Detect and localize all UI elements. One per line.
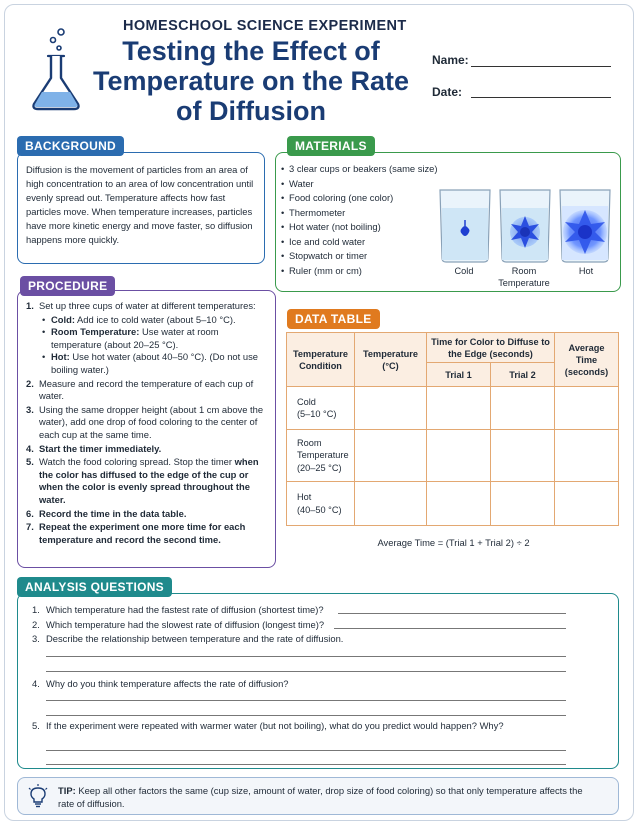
list-item: • 3 clear cups or beakers (same size) — [281, 162, 438, 177]
list-item: • Thermometer — [281, 206, 438, 221]
answer-line-3b[interactable] — [46, 671, 566, 672]
analysis-heading: ANALYSIS QUESTIONS — [17, 577, 172, 597]
procedure-step-1: 1. Set up three cups of water at different temperatures: — [26, 300, 256, 311]
date-field[interactable] — [471, 97, 611, 98]
name-field[interactable] — [471, 66, 611, 67]
list-item: • Food coloring (one color) — [281, 191, 438, 206]
row-label-hot: Hot (40–50 °C) — [287, 482, 355, 526]
materials-heading: MATERIALS — [287, 136, 375, 156]
cold-beaker-icon — [440, 190, 490, 262]
average-formula: Average Time = (Trial 1 + Trial 2) ÷ 2 — [377, 537, 530, 548]
background-text: Diffusion is the movement of particles from an area of high concentration to an area of low concentration until evenly spread out. Temperature affects how fast particles move. When temperature increases, particles have more kinetic energy and move faster, so diffusion happens more quickly. — [26, 164, 254, 245]
row-label-room: Room Temperature (20–25 °C) — [287, 430, 355, 482]
list-item: • Ice and cold water — [281, 235, 438, 250]
cell-room-trial-2[interactable] — [491, 430, 555, 482]
cell-hot-temperature[interactable] — [355, 482, 427, 526]
question-2: 2. Which temperature had the slowest rate of diffusion (longest time)? — [32, 619, 325, 630]
row-label-cold: Cold (5–10 °C) — [287, 387, 355, 430]
procedure-step-4: 4. Start the timer immediately. — [26, 442, 162, 454]
hot-beaker-label: Hot — [578, 266, 594, 276]
background-heading: BACKGROUND — [17, 136, 124, 156]
hot-beaker-icon — [560, 190, 610, 262]
date-label: Date: — [432, 85, 463, 99]
table-row — [287, 387, 619, 430]
col-header-average: Average Time (seconds) — [555, 333, 619, 387]
procedure-heading: PROCEDURE — [20, 276, 115, 296]
list-item: • Water — [281, 177, 438, 192]
cell-room-temperature[interactable] — [355, 430, 427, 482]
list-item: • Stopwatch or timer — [281, 249, 438, 264]
worksheet-title: Testing the Effect of Temperature on the Rate of Diffusion — [92, 36, 410, 126]
cell-room-average[interactable] — [555, 430, 619, 482]
col-header-time: Time for Color to Diffuse to the Edge (seconds) — [427, 333, 555, 363]
list-item: • Hot water (not boiling) — [281, 220, 438, 235]
col-header-trial-1: Trial 1 — [427, 363, 491, 387]
cell-cold-trial-2[interactable] — [491, 387, 555, 430]
room-temperature-beaker-icon — [500, 190, 550, 262]
answer-line-5b[interactable] — [46, 764, 566, 765]
col-header-trial-2: Trial 2 — [491, 363, 555, 387]
lightbulb-icon — [28, 784, 48, 808]
question-1: 1. Which temperature had the fastest rate of diffusion (shortest time)? — [32, 604, 324, 615]
cell-hot-average[interactable] — [555, 482, 619, 526]
answer-line-5a[interactable] — [46, 750, 566, 751]
answer-line-1[interactable] — [338, 613, 566, 614]
procedure-step-3: 3. Using the same dropper height (about 1 cm above the water), add one drop of food coloring to the center of each cup at the same time. — [26, 403, 264, 440]
procedure-substep-hot: • Hot: Use hot water (about 40–50 °C). (Do not use boiling water.) — [26, 351, 270, 376]
question-5: 5. If the experiment were repeated with warmer water (but not boiling), what do you predict would happen? Why? — [32, 720, 504, 731]
worksheet-subtitle: HOMESCHOOL SCIENCE EXPERIMENT — [123, 18, 407, 34]
procedure-steps — [26, 300, 270, 547]
materials-list — [281, 162, 438, 278]
cell-hot-trial-1[interactable] — [427, 482, 491, 526]
room-beaker-label: Room Temperature — [498, 266, 550, 288]
procedure-step-7: 7. Repeat the experiment one more time for each temperature and record the second time. — [26, 521, 246, 545]
table-row — [287, 482, 619, 526]
name-label: Name: — [432, 53, 469, 67]
cell-cold-temperature[interactable] — [355, 387, 427, 430]
answer-line-4a[interactable] — [46, 700, 566, 701]
list-item: • Ruler (mm or cm) — [281, 264, 438, 279]
cold-beaker-label: Cold — [454, 266, 474, 276]
answer-line-2[interactable] — [334, 628, 566, 629]
table-row — [287, 430, 619, 482]
answer-line-4b[interactable] — [46, 715, 566, 716]
data-table-heading: DATA TABLE — [287, 309, 380, 329]
procedure-step-6: 6. Record the time in the data table. — [26, 507, 187, 519]
question-3: 3. Describe the relationship between temperature and the rate of diffusion. — [32, 633, 344, 644]
question-4: 4. Why do you think temperature affects the rate of diffusion? — [32, 678, 289, 689]
procedure-substep-room: • Room Temperature: Use water at room temperature (about 20–25 °C). — [26, 326, 270, 351]
cell-hot-trial-2[interactable] — [491, 482, 555, 526]
procedure-step-5: 5. Watch the food coloring spread. Stop the timer when the color has diffused to the edge of the cup or when the color is evenly spread throughout the water. — [26, 456, 259, 505]
tip-text: TIP: Keep all other factors the same (cup size, amount of water, drop size of food coloring) so that only temperature affects the rate of diffusion. — [58, 785, 583, 809]
flask-icon — [26, 26, 84, 112]
col-header-temperature: Temperature (°C) — [355, 333, 427, 387]
cell-room-trial-1[interactable] — [427, 430, 491, 482]
procedure-substep-cold: • Cold: Add ice to cold water (about 5–10 °C). — [26, 314, 270, 327]
answer-line-3a[interactable] — [46, 656, 566, 657]
cell-cold-average[interactable] — [555, 387, 619, 430]
cell-cold-trial-1[interactable] — [427, 387, 491, 430]
col-header-condition: Temperature Condition — [287, 333, 355, 387]
procedure-step-2: 2. Measure and record the temperature of each cup of water. — [26, 377, 254, 402]
data-table — [286, 332, 619, 526]
